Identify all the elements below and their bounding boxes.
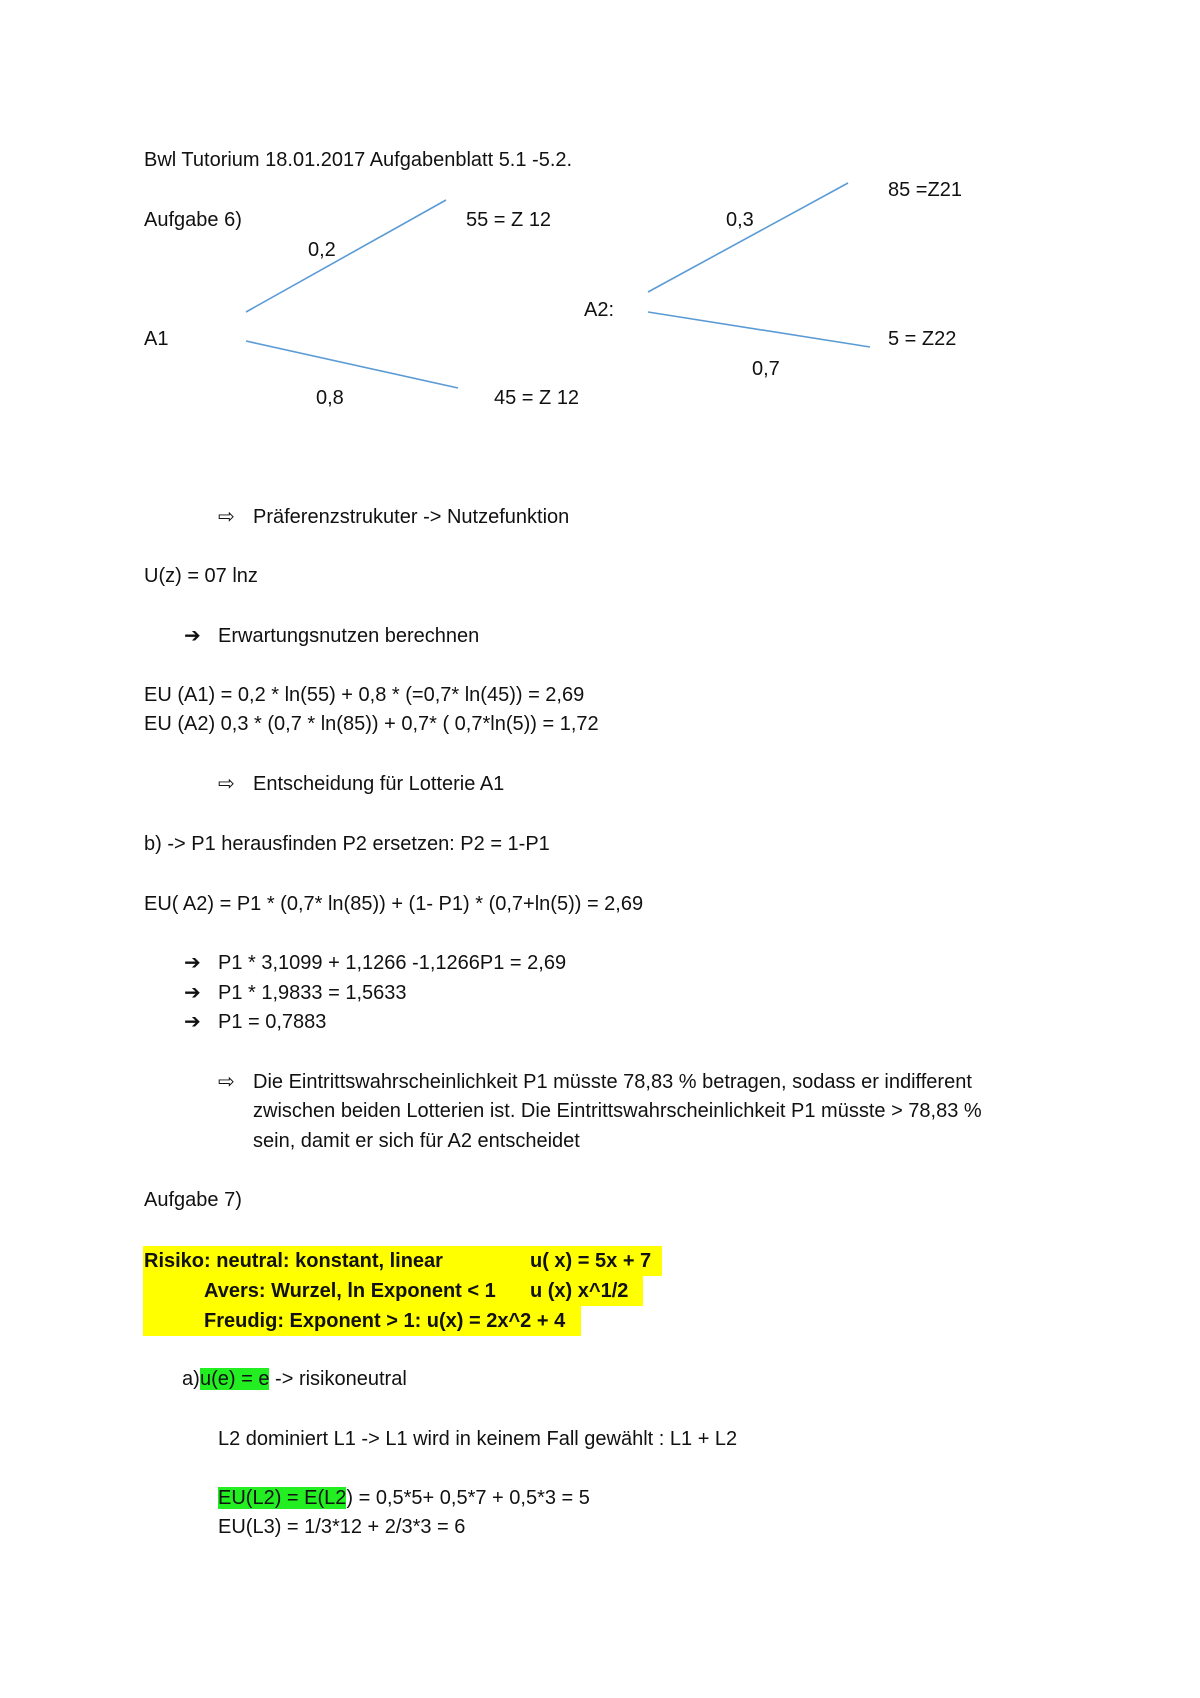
part-a-risk-neutral: -> risikoneutral [269, 1368, 407, 1390]
conclusion-line-3: sein, damit er sich für A2 entscheidet [253, 1130, 580, 1152]
tree2-branch-down [648, 312, 870, 347]
bold-arrow-icon: ➔ [184, 625, 201, 647]
conclusion-line-2: zwischen beiden Lotterien ist. Die Eintrittswahrscheinlichkeit P1 müsste > 78,83 % [253, 1100, 982, 1122]
tree1-outcome-up: 55 = Z 12 [466, 209, 552, 231]
expected-utility-heading: Erwartungsnutzen berechnen [218, 625, 480, 647]
tree2-root: A2: [584, 299, 615, 321]
bold-arrow-icon: ➔ [184, 1011, 201, 1033]
tree2-outcome-up: 85 =Z21 [888, 179, 962, 201]
preference-line: Präferenzstrukuter -> Nutzefunktion [253, 506, 570, 528]
bold-arrow-icon: ➔ [184, 982, 201, 1004]
aufgabe6-title: Aufgabe 6) [144, 209, 242, 231]
tree1-prob-down: 0,8 [316, 387, 344, 409]
tree1-outcome-down: 45 = Z 12 [494, 387, 580, 409]
aufgabe7-title: Aufgabe 7) [144, 1189, 242, 1211]
part-a-label: a) [182, 1368, 200, 1390]
risk-neutral: Risiko: neutral: konstant, linear [144, 1250, 443, 1272]
eu-l2-rest: ) = 0,5*5+ 0,5*7 + 0,5*3 = 5 [346, 1487, 590, 1509]
risk-averse: Avers: Wurzel, ln Exponent < 1 [204, 1280, 496, 1302]
part-a-utility [200, 1367, 407, 1391]
bold-arrow-icon: ➔ [184, 952, 201, 974]
dominance-line: L2 dominiert L1 -> L1 wird in keinem Fall gewählt : L1 + L2 [218, 1428, 738, 1450]
tree2-branch-up [648, 183, 848, 292]
risk-seeking: Freudig: Exponent > 1: u(x) = 2x^2 + 4 [204, 1310, 566, 1332]
step-2: P1 * 1,9833 = 1,5633 [218, 982, 407, 1004]
step-3: P1 = 0,7883 [218, 1011, 327, 1033]
tree2-outcome-down: 5 = Z22 [888, 328, 957, 350]
eu-l2-highlight: EU(L2) = E(L2 [218, 1487, 347, 1509]
eu-a1-formula: EU (A1) = 0,2 * ln(55) + 0,8 * (=0,7* ln(45)) = 2,69 [144, 684, 585, 706]
page-title: Bwl Tutorium 18.01.2017 Aufgabenblatt 5.1 -5.2. [144, 149, 573, 171]
tree2-prob-down: 0,7 [752, 358, 780, 380]
tree1-prob-up: 0,2 [308, 239, 336, 261]
step-1: P1 * 3,1099 + 1,1266 -1,1266P1 = 2,69 [218, 952, 567, 974]
risk-neutral-formula: u( x) = 5x + 7 [530, 1250, 652, 1272]
decision-tree-lines [0, 0, 1200, 420]
utility-function: U(z) = 07 lnz [144, 565, 258, 587]
tree2-prob-up: 0,3 [726, 209, 754, 231]
tree1-root: A1 [144, 328, 169, 350]
hollow-arrow-icon: ⇨ [218, 1071, 235, 1093]
conclusion-line-1: Die Eintrittswahrscheinlichkeit P1 müsste 78,83 % betragen, sodass er indifferent [253, 1071, 972, 1093]
part-a-utility-highlight: u(e) = e [200, 1368, 270, 1390]
eu-l2-formula [218, 1486, 590, 1510]
risk-averse-formula: u (x) x^1/2 [530, 1280, 629, 1302]
tree1-branch-up [246, 200, 446, 312]
hollow-arrow-icon: ⇨ [218, 506, 235, 528]
tree1-branch-down [246, 341, 458, 388]
decision-line: Entscheidung für Lotterie A1 [253, 773, 505, 795]
eu-a2-p-formula: EU( A2) = P1 * (0,7* ln(85)) + (1- P1) * (0,7+ln(5)) = 2,69 [144, 893, 644, 915]
eu-a2-formula: EU (A2) 0,3 * (0,7 * ln(85)) + 0,7* ( 0,7*ln(5)) = 1,72 [144, 713, 599, 735]
hollow-arrow-icon: ⇨ [218, 773, 235, 795]
eu-l3-formula: EU(L3) = 1/3*12 + 2/3*3 = 6 [218, 1516, 466, 1538]
part-b-line: b) -> P1 herausfinden P2 ersetzen: P2 = 1-P1 [144, 833, 550, 855]
